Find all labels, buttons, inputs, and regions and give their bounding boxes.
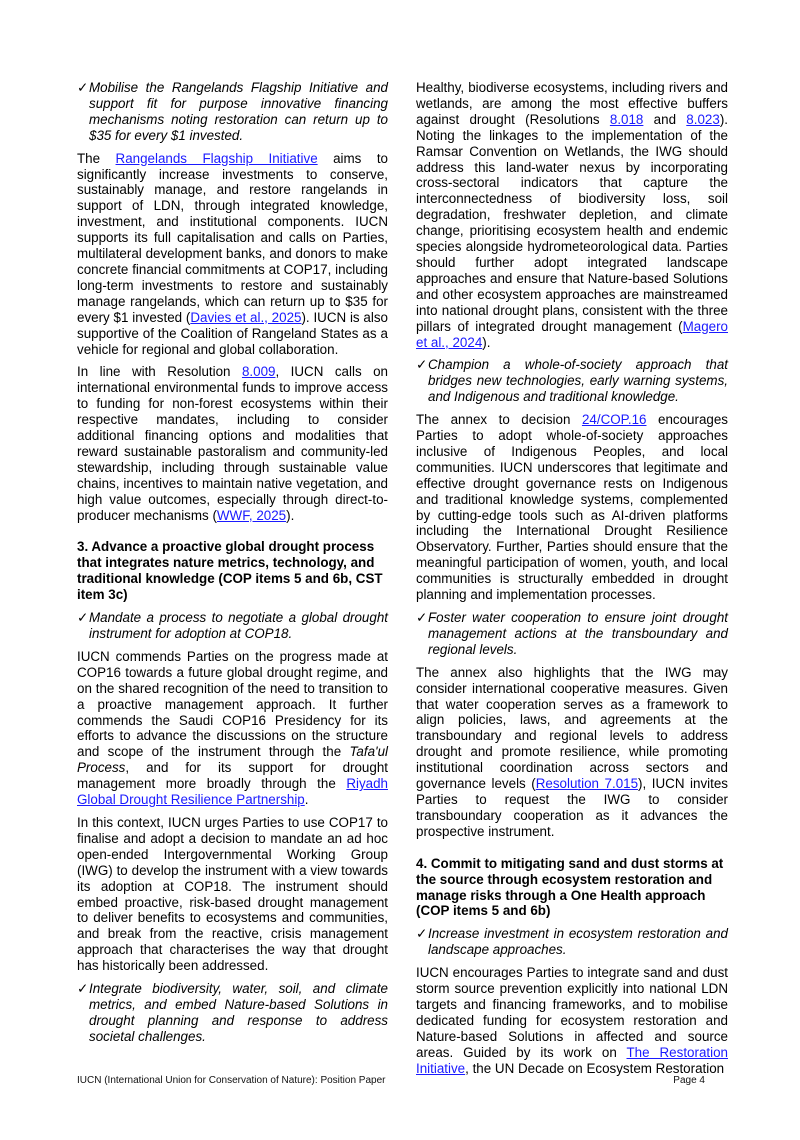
right-column xyxy=(416,80,728,1083)
paragraph xyxy=(77,151,388,358)
checklist-text: Foster water cooperation to ensure joint drought management actions at the transboundary and regional levels. xyxy=(428,610,728,657)
text: ). Noting the linkages to the implementation of the Ramsar Convention on Wetlands, the IWG should address this land-water nexus by incorporating cross-sectoral indicators that capture the interconnectedness of biodiversity loss, soil degradation, freshwater depletion, and climate change, prioritising ecosystem health and endemic species alongside hydrometeorological data. Parties should further adopt integrated landscape approaches and ensure that Nature-based Solutions and other ecosystem approaches are mainstreamed into national drought plans, consistent with the three pillars of integrated drought management ( xyxy=(416,111,728,334)
paragraph: In this context, IUCN urges Parties to use COP17 to finalise and adopt a decision to mandate an ad hoc open-ended Intergovernmental Working Group (IWG) to develop the instrument with a view towards its adoption at COP18. The instrument should embed proactive, risk-based drought management to deliver benefits to ecosystems and communities, and break from the reactive, crisis management approach that characterises the way that drought has historically been addressed. xyxy=(77,814,388,974)
text: ). xyxy=(286,507,295,523)
paragraph xyxy=(416,80,728,350)
checkmark-icon: ✓ xyxy=(416,926,428,942)
checklist-item xyxy=(416,357,728,405)
text: aims to significantly increase investments to conserve, sustainably manage, and restore rangelands in support of LDN, through integrated knowledge, investment, and institutional components. IUCN supports its full capitalisation and calls on Parties, multilateral development banks, and donors to make concrete financial commitments at COP17, including long-term investments to restore and sustainably manage rangelands, which can return up to $35 for every $1 invested ( xyxy=(77,150,388,325)
text: . xyxy=(304,792,309,808)
checkmark-icon: ✓ xyxy=(416,357,428,373)
text: IUCN commends Parties on the progress made at COP16 towards a future global drought regime, and on the shared recognition of the need to transition to a proactive management approach. It further commends the Saudi COP16 Presidency for its efforts to advance the discussions on the structure and scope of the instrument through the xyxy=(77,648,388,760)
text: , IUCN calls on international environmental funds to improve access to funding for non-forest ecosystems within their respective mandates, including to consider additional financing options and modalities that reward sustainable pastoralism and community-led stewardship, including through sustainable value chains, incentives to maintain native vegetation, and high value outcomes, especially through direct-to-producer mechanisms ( xyxy=(77,364,388,523)
text: ). xyxy=(482,334,491,350)
page-footer xyxy=(77,1075,705,1086)
section-heading: 3. Advance a proactive global drought process that integrates nature metrics, technology, and traditional knowledge (COP items 5 and 6b, CST item 3c) xyxy=(77,539,383,603)
checklist-item xyxy=(416,926,728,958)
text: The annex to decision xyxy=(416,412,582,428)
checkmark-icon: ✓ xyxy=(416,610,428,625)
link-resolution-8-023[interactable]: 8.023 xyxy=(686,111,720,127)
text: encourages Parties to adopt whole-of-society approaches inclusive of Indigenous Peoples, and local communities. IUCN underscores that legitimate and effective drought governance rests on Indigenous and traditional knowledge systems, complemented by cutting-edge tools such as AI-driven platforms including the International Drought Resilience Observatory. Further, Parties should ensure that the meaningful participation of women, youth, and local communities is structurally embedded in drought planning and implementation processes. xyxy=(416,412,728,603)
link-davies-2025[interactable]: Davies et al., 2025 xyxy=(190,309,302,325)
text: , and for its support for drought management more broadly through the xyxy=(77,760,388,792)
link-magero-2024[interactable]: Magero et al., 2024 xyxy=(416,318,728,350)
paragraph xyxy=(416,965,728,1076)
link-wwf-2025[interactable]: WWF, 2025 xyxy=(216,507,287,523)
link-rangelands-flagship[interactable]: Rangelands Flagship Initiative xyxy=(115,150,318,166)
left-column xyxy=(77,80,388,1052)
page-number: Page 4 xyxy=(673,1075,705,1086)
checklist-item xyxy=(77,80,388,144)
checkmark-icon: ✓ xyxy=(77,80,89,95)
text: ), IUCN invites Parties to request the IWG to consider transboundary cooperation as it advances the prospective instrument. xyxy=(416,776,728,839)
link-decision-24-cop16[interactable]: 24/COP.16 xyxy=(581,412,647,428)
checklist-text: Mandate a process to negotiate a global drought instrument for adoption at COP18. xyxy=(89,610,388,641)
checkmark-icon: ✓ xyxy=(77,610,89,626)
text: IUCN encourages Parties to integrate sand and dust storm source prevention explicitly into national LDN targets and financing frameworks, and to mobilise dedicated funding for ecosystem restoration and Nature-based Solutions in affected and source areas. Guided by its work on xyxy=(416,965,728,1060)
checklist-text: Increase investment in ecosystem restoration and landscape approaches. xyxy=(428,926,728,958)
footer-title: IUCN (International Union for Conservation of Nature): Position Paper xyxy=(77,1075,386,1086)
section-heading: 4. Commit to mitigating sand and dust storms at the source through ecosystem restoration and manage risks through a One Health approach (COP items 5 and 6b) xyxy=(416,855,724,919)
checklist-text: Champion a whole-of-society approach that bridges new technologies, early warning systems, and Indigenous and traditional knowledge. xyxy=(428,357,728,405)
text: Healthy, biodiverse ecosystems, including rivers and wetlands, are among the most effective buffers against drought (Resolutions xyxy=(416,80,728,127)
text: and xyxy=(643,111,687,127)
link-riyadh-partnership[interactable]: Riyadh Global Drought Resilience Partnership xyxy=(77,776,388,808)
checklist-item xyxy=(416,610,728,658)
paragraph xyxy=(416,665,728,840)
checklist-text: Integrate biodiversity, water, soil, and climate metrics, and embed Nature-based Solutions in drought planning and response to address societal challenges. xyxy=(89,981,388,1044)
text: The xyxy=(77,150,116,166)
text: In line with Resolution xyxy=(77,364,242,380)
link-resolution-7-015[interactable]: Resolution 7.015 xyxy=(535,776,639,792)
link-resolution-8-009[interactable]: 8.009 xyxy=(241,364,276,380)
checklist-item xyxy=(77,610,388,642)
paragraph xyxy=(77,649,388,808)
checklist-item xyxy=(77,981,388,1045)
paragraph xyxy=(416,412,728,603)
text: ). IUCN is also supportive of the Coalition of Rangeland States as a vehicle for regional and global collaboration. xyxy=(77,309,388,357)
text: , the UN Decade on Ecosystem Restoration xyxy=(465,1060,725,1076)
checkmark-icon: ✓ xyxy=(77,981,89,997)
paragraph xyxy=(77,364,388,523)
text: The annex also highlights that the IWG may consider international cooperative measures. Given that water cooperation serves as a framework to align policies, laws, and agreements at the transboundary and regional levels to address drought and promote resilience, while promoting institutional coordination across sectors and governance levels ( xyxy=(416,664,728,792)
italic-text: Tafa'ul Process xyxy=(77,744,388,776)
link-restoration-initiative[interactable]: The Restoration Initiative xyxy=(416,1044,728,1076)
checklist-text: Mobilise the Rangelands Flagship Initiative and support fit for purpose innovative financing mechanisms noting restoration can return up to $35 for every $1 invested. xyxy=(89,80,388,143)
link-resolution-8-018[interactable]: 8.018 xyxy=(609,111,644,127)
